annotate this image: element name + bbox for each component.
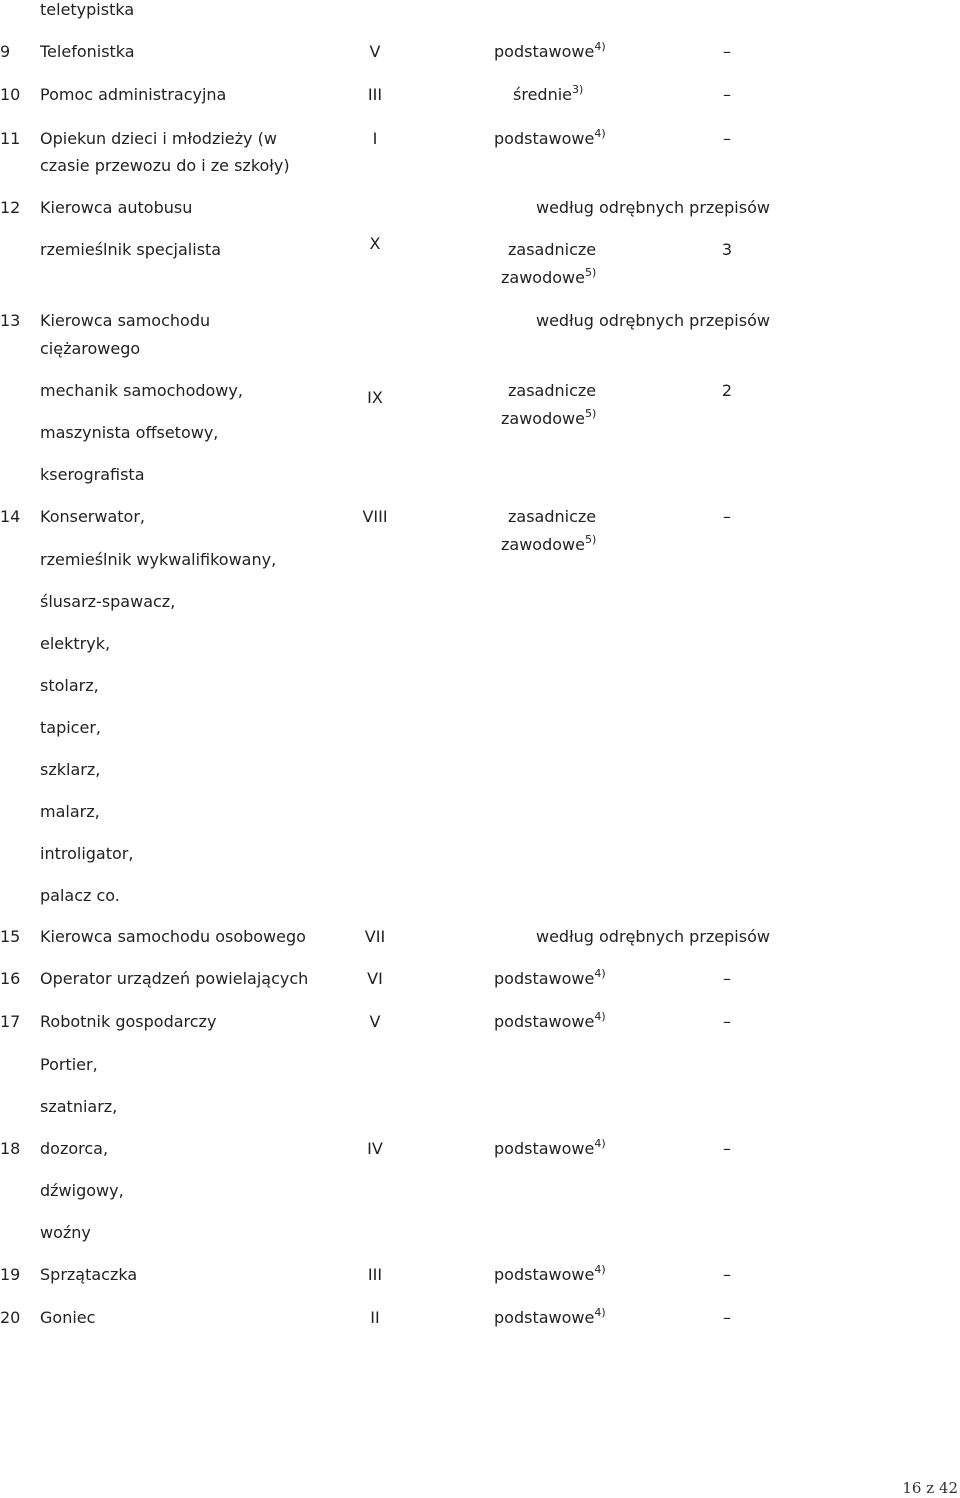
education: podstawowe$^{4)}$: [494, 1305, 606, 1327]
footnote-ref: 5): [584, 265, 597, 279]
footnote-ref: 3): [572, 82, 584, 96]
row-number: 13: [0, 311, 21, 330]
category: VI: [367, 969, 383, 988]
position-name: mechanik samochodowy,: [40, 381, 243, 400]
education: podstawowe$^{4)}$: [494, 39, 606, 61]
row-number: 14: [0, 507, 21, 526]
footnote-ref: 4): [594, 126, 606, 140]
position-name: Konserwator,: [40, 507, 145, 526]
position-name: tapicer,: [40, 718, 101, 737]
practice: –: [723, 42, 731, 61]
position-name: Kierowca autobusu: [40, 198, 193, 217]
row-number: 10: [0, 85, 21, 104]
practice: –: [723, 507, 731, 526]
requirement: według odrębnych przepisów: [536, 198, 770, 217]
category: IX: [367, 388, 383, 407]
position-name: Kierowca samochodu osobowego: [40, 927, 306, 946]
position-name: dozorca,: [40, 1139, 109, 1158]
position-name: rzemieślnik wykwalifikowany,: [40, 550, 277, 569]
practice: –: [723, 1012, 731, 1031]
education: zawodowe$^{5)}$: [501, 532, 597, 554]
footnote-ref: 4): [594, 966, 606, 980]
education: podstawowe$^{4)}$: [494, 1009, 606, 1031]
requirement: według odrębnych przepisów: [536, 927, 770, 946]
category: V: [369, 1012, 381, 1031]
footnote-ref: 4): [594, 1262, 606, 1276]
category: II: [370, 1308, 380, 1327]
position-name: Portier,: [40, 1055, 98, 1074]
education: podstawowe$^{4)}$: [494, 1262, 606, 1284]
row-number: 12: [0, 198, 21, 217]
position-name: Pomoc administracyjna: [40, 85, 227, 104]
category: IV: [367, 1139, 383, 1158]
requirement: według odrębnych przepisów: [536, 311, 770, 330]
row-number: 18: [0, 1139, 21, 1158]
practice: –: [723, 1308, 731, 1327]
position-name: ślusarz-spawacz,: [40, 592, 176, 611]
row-number: 15: [0, 927, 21, 946]
category: I: [372, 129, 378, 148]
category: V: [369, 42, 381, 61]
position-name: Goniec: [40, 1308, 96, 1327]
education: podstawowe$^{4)}$: [494, 126, 606, 148]
education: podstawowe$^{4)}$: [494, 966, 606, 988]
practice: 2: [721, 381, 733, 400]
position-name: woźny: [40, 1223, 91, 1242]
footnote-ref: 4): [594, 1136, 606, 1150]
category: III: [367, 85, 383, 104]
position-name: stolarz,: [40, 676, 99, 695]
position-name: Robotnik gospodarczy: [40, 1012, 217, 1031]
position-name: teletypistka: [40, 0, 135, 19]
practice: –: [723, 85, 731, 104]
footnote-ref: 4): [594, 1009, 606, 1023]
position-name: Sprzątaczka: [40, 1265, 138, 1284]
row-number: 9: [0, 42, 11, 61]
position-name: maszynista offsetowy,: [40, 423, 219, 442]
position-name: szatniarz,: [40, 1097, 118, 1116]
practice: 3: [721, 240, 733, 259]
row-number: 11: [0, 129, 21, 148]
position-name: Opiekun dzieci i młodzieży (w: [40, 129, 277, 148]
position-name: introligator,: [40, 844, 134, 863]
category: VII: [364, 927, 386, 946]
position-name: ciężarowego: [40, 339, 141, 358]
position-name: rzemieślnik specjalista: [40, 240, 222, 259]
practice: –: [723, 1139, 731, 1158]
education: zawodowe$^{5)}$: [501, 406, 597, 428]
education: średnie$^{3)}$: [513, 82, 584, 104]
practice: –: [723, 129, 731, 148]
position-name: Telefonistka: [40, 42, 135, 61]
position-name: palacz co.: [40, 886, 120, 905]
row-number: 20: [0, 1308, 21, 1327]
page-number: 16 z 42: [902, 1479, 958, 1497]
position-name: Operator urządzeń powielających: [40, 969, 309, 988]
position-name: szklarz,: [40, 760, 101, 779]
category: X: [369, 234, 381, 253]
row-number: 16: [0, 969, 21, 988]
education: zasadnicze: [508, 507, 597, 526]
education: zasadnicze: [508, 240, 597, 259]
category: VIII: [362, 507, 388, 526]
practice: –: [723, 969, 731, 988]
position-name: dźwigowy,: [40, 1181, 124, 1200]
education: zasadnicze: [508, 381, 597, 400]
row-number: 17: [0, 1012, 21, 1031]
position-name: kserografista: [40, 465, 145, 484]
education: podstawowe$^{4)}$: [494, 1136, 606, 1158]
position-name: Kierowca samochodu: [40, 311, 211, 330]
row-number: 19: [0, 1265, 21, 1284]
footnote-ref: 5): [584, 406, 597, 420]
category: III: [367, 1265, 383, 1284]
education: zawodowe$^{5)}$: [501, 265, 597, 287]
footnote-ref: 5): [584, 532, 597, 546]
practice: –: [723, 1265, 731, 1284]
position-name: elektryk,: [40, 634, 111, 653]
position-name: czasie przewozu do i ze szkoły): [40, 156, 290, 175]
footnote-ref: 4): [594, 39, 606, 53]
position-name: malarz,: [40, 802, 100, 821]
footnote-ref: 4): [594, 1305, 606, 1319]
